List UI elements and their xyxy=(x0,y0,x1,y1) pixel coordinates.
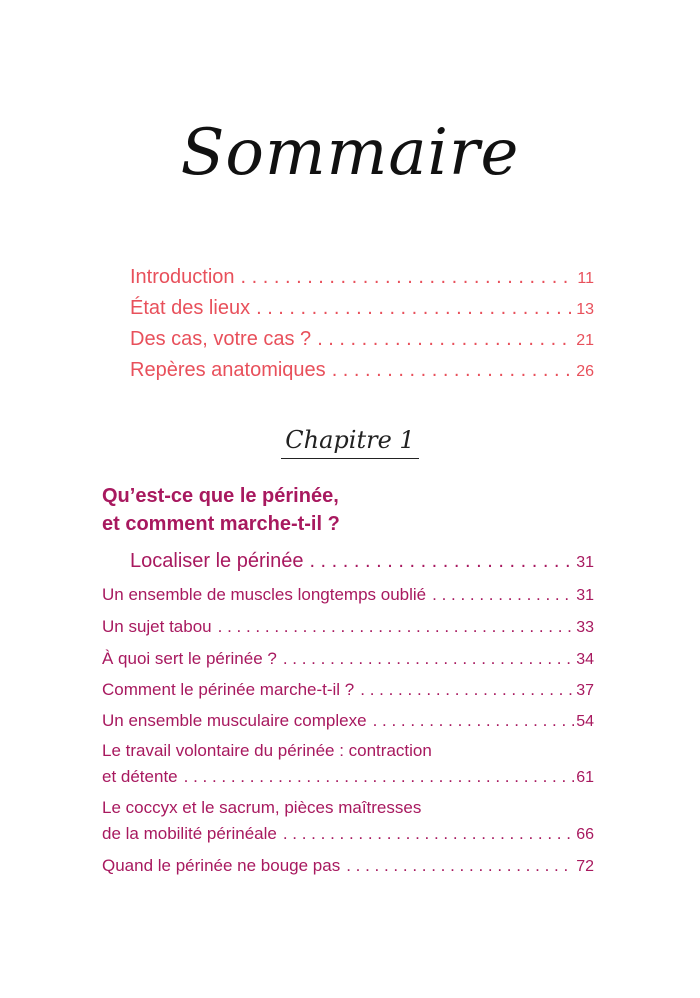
toc-entry-text: État des lieux xyxy=(130,297,251,319)
toc-entry-text: et détente xyxy=(102,767,178,786)
toc-leader-dots xyxy=(309,550,574,573)
toc-leader-dots xyxy=(373,711,575,731)
toc-leader-dots xyxy=(283,824,574,844)
toc-page-number: 54 xyxy=(576,713,594,730)
toc-entry-a-quoi-sert[interactable] xyxy=(102,649,594,669)
toc-entry-travail-volontaire[interactable] xyxy=(102,767,594,787)
toc-entry-reperes-anatomiques[interactable] xyxy=(130,359,594,382)
toc-page-number: 66 xyxy=(576,826,594,843)
toc-entry-text: Comment le périnée marche-t-il ? xyxy=(102,680,355,699)
toc-leader-dots xyxy=(332,359,575,382)
toc-leader-dots xyxy=(218,617,575,637)
toc-entry-first-line: Le travail volontaire du périnée : contraction xyxy=(102,741,432,760)
toc-page-number: 61 xyxy=(576,769,594,786)
toc-page-number: 33 xyxy=(576,619,594,636)
chapter-label-text: Chapitre 1 xyxy=(281,426,418,459)
toc-leader-dots xyxy=(283,649,574,669)
toc-entry-etat-des-lieux[interactable] xyxy=(130,297,594,320)
toc-entry-text: Localiser le périnée xyxy=(130,550,304,572)
chapter-title-line: et comment marche-t-il ? xyxy=(102,513,340,535)
toc-entry-first-line: Le coccyx et le sacrum, pièces maîtresses xyxy=(102,798,422,817)
toc-page-number: 26 xyxy=(576,363,594,380)
toc-page-number: 72 xyxy=(576,858,594,875)
toc-entry-coccyx-sacrum[interactable] xyxy=(102,824,594,844)
toc-page-number: 11 xyxy=(577,270,594,287)
toc-entry-text: Quand le périnée ne bouge pas xyxy=(102,856,341,875)
chapter-title xyxy=(102,482,602,538)
toc-leader-dots xyxy=(360,680,574,700)
toc-entry-ensemble-muscles[interactable] xyxy=(102,585,594,605)
toc-page-number: 31 xyxy=(576,554,594,571)
toc-entry-introduction[interactable] xyxy=(130,266,594,289)
chapter-label xyxy=(0,426,700,459)
toc-entry-ensemble-musculaire[interactable] xyxy=(102,711,594,731)
toc-leader-dots xyxy=(184,767,575,787)
toc-entry-sujet-tabou[interactable] xyxy=(102,617,594,637)
toc-entry-localiser-le-perinee[interactable] xyxy=(130,550,594,573)
toc-entry-des-cas[interactable] xyxy=(130,328,594,351)
toc-page-number: 31 xyxy=(576,587,594,604)
toc-leader-dots xyxy=(241,266,576,289)
toc-entry-text: de la mobilité périnéale xyxy=(102,824,277,843)
toc-leader-dots xyxy=(346,856,574,876)
toc-entry-text: Des cas, votre cas ? xyxy=(130,328,312,350)
toc-page-number: 34 xyxy=(576,651,594,668)
toc-entry-text: Introduction xyxy=(130,266,235,288)
toc-entry-comment-marche[interactable] xyxy=(102,680,594,700)
page-title: Sommaire xyxy=(180,116,520,190)
toc-leader-dots xyxy=(432,585,574,605)
toc-leader-dots xyxy=(317,328,574,351)
toc-leader-dots xyxy=(256,297,574,320)
toc-entry-text: Un ensemble musculaire complexe xyxy=(102,711,367,730)
chapter-title-line: Qu’est-ce que le périnée, xyxy=(102,485,339,507)
toc-entry-text: Repères anatomiques xyxy=(130,359,326,381)
toc-entry-perinee-ne-bouge-pas[interactable] xyxy=(102,856,594,876)
toc-page-number: 21 xyxy=(576,332,594,349)
toc-page-number: 37 xyxy=(576,682,594,699)
toc-page-number: 13 xyxy=(576,301,594,318)
toc-entry-text: Un ensemble de muscles longtemps oublié xyxy=(102,585,427,604)
toc-entry-text: À quoi sert le périnée ? xyxy=(102,649,277,668)
toc-entry-text: Un sujet tabou xyxy=(102,617,212,636)
